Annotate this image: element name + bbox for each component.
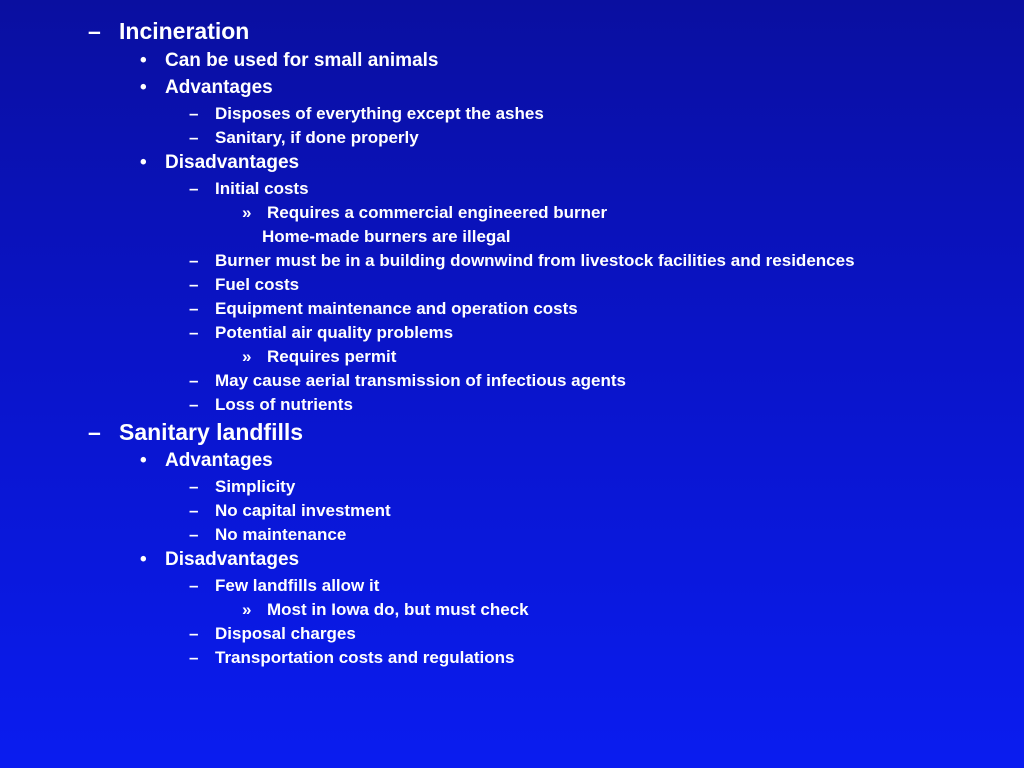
dash-marker: – (189, 128, 199, 147)
item-text: Advantages (165, 450, 273, 471)
item-text: Requires permit (267, 347, 397, 366)
item-text: Disadvantages (165, 549, 300, 570)
outline-continuation (262, 227, 510, 247)
item-text: Potential air quality problems (215, 323, 454, 342)
item-text: May cause aerial transmission of infectious agents (215, 371, 626, 390)
item-text: Home-made burners are illegal (262, 227, 511, 246)
dash-marker: – (189, 576, 199, 595)
item-text: Incineration (119, 18, 250, 44)
bullet-marker: • (140, 77, 147, 98)
item-text: Requires a commercial engineered burner (267, 203, 608, 222)
item-text: No capital investment (215, 501, 391, 520)
item-text: Fuel costs (215, 275, 300, 294)
item-text: No maintenance (215, 525, 347, 544)
dash-marker: – (189, 624, 199, 643)
dash-marker: – (189, 477, 199, 496)
item-text: Loss of nutrients (215, 395, 353, 414)
item-text: Simplicity (215, 477, 296, 496)
dash-marker: – (189, 323, 199, 342)
item-text: Advantages (165, 77, 273, 98)
item-text: Few landfills allow it (215, 576, 380, 595)
dash-marker: – (189, 179, 199, 198)
item-text: Most in Iowa do, but must check (267, 600, 529, 619)
dash-marker: – (189, 525, 199, 544)
dash-marker: – (88, 419, 101, 445)
item-text: Can be used for small animals (165, 50, 439, 71)
dash-marker: – (189, 251, 199, 270)
dash-marker: – (189, 501, 199, 520)
item-text: Equipment maintenance and operation costs (215, 299, 578, 318)
dash-marker: – (189, 275, 199, 294)
item-text: Sanitary landfills (119, 419, 304, 445)
item-text: Disadvantages (165, 152, 300, 173)
raquo-marker: » (242, 600, 252, 619)
dash-marker: – (189, 371, 199, 390)
raquo-marker: » (242, 347, 252, 366)
bullet-marker: • (140, 549, 147, 570)
dash-marker: – (88, 18, 101, 44)
bullet-marker: • (140, 50, 147, 71)
item-text: Disposal charges (215, 624, 356, 643)
bullet-marker: • (140, 450, 147, 471)
item-text: Disposes of everything except the ashes (215, 104, 544, 123)
dash-marker: – (189, 299, 199, 318)
item-text: Burner must be in a building downwind from livestock facilities and residences (215, 251, 855, 270)
bullet-marker: • (140, 152, 147, 173)
item-text: Sanitary, if done properly (215, 128, 419, 147)
item-text: Initial costs (215, 179, 309, 198)
dash-marker: – (189, 395, 199, 414)
dash-marker: – (189, 648, 199, 667)
item-text: Transportation costs and regulations (215, 648, 515, 667)
raquo-marker: » (242, 203, 252, 222)
dash-marker: – (189, 104, 199, 123)
